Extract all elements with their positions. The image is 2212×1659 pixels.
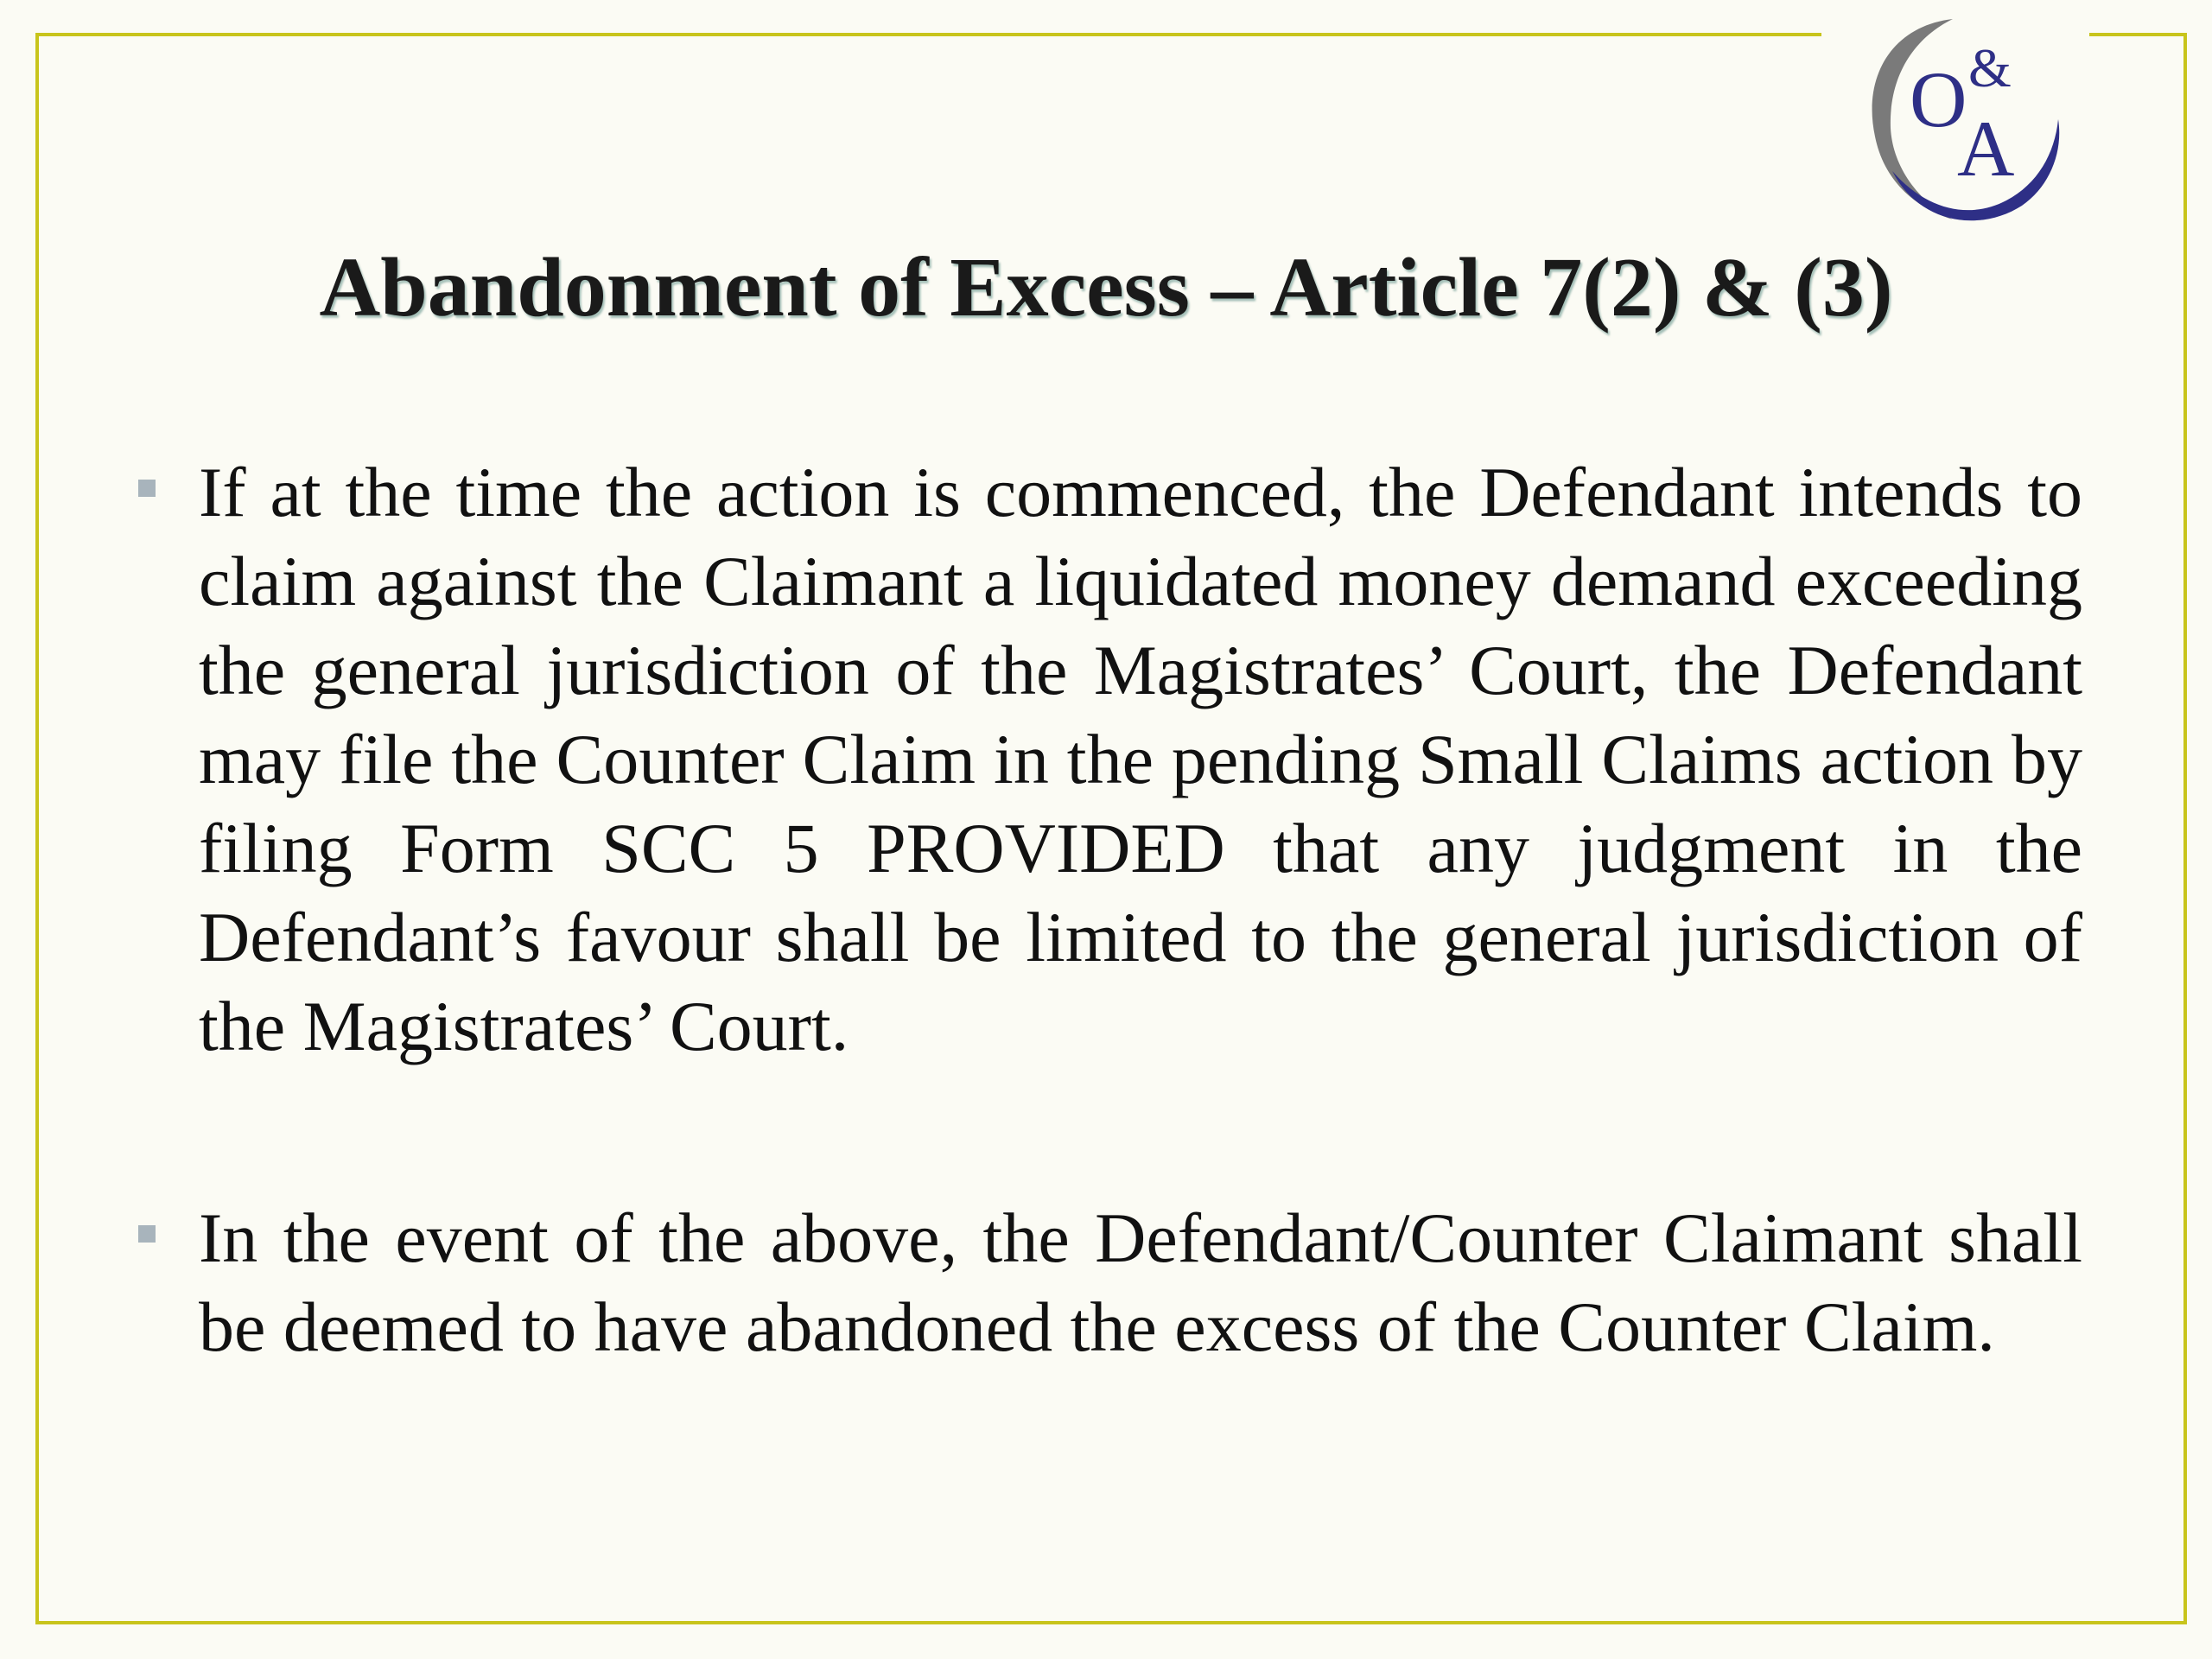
bullet-text: If at the time the action is commenced, the Defendant intends to claim against the Claimant a liquidated money demand exceeding the general jurisdiction of the Magistrates’ Court, the Defendant may file the Counter Claim in the pending Small Claims action by filing Form SCC 5 PROVIDED that any judgment in the Defendant’s favour shall be limited to the general jurisdiction of the Magistrates’ Court. <box>199 453 2082 1065</box>
square-bullet-icon <box>138 1225 156 1243</box>
logo-letter-a: A <box>1957 105 2015 193</box>
logo-letter-o: O <box>1910 55 1967 143</box>
bullet-text: In the event of the above, the Defendant/Counter Claimant shall be deemed to have abandoned the excess of the Counter Claim. <box>199 1198 2082 1366</box>
logo-ampersand: & <box>1968 37 2012 99</box>
square-bullet-icon <box>138 480 156 497</box>
slide-title: Abandonment of Excess – Article 7(2) & (3) <box>319 241 1893 334</box>
